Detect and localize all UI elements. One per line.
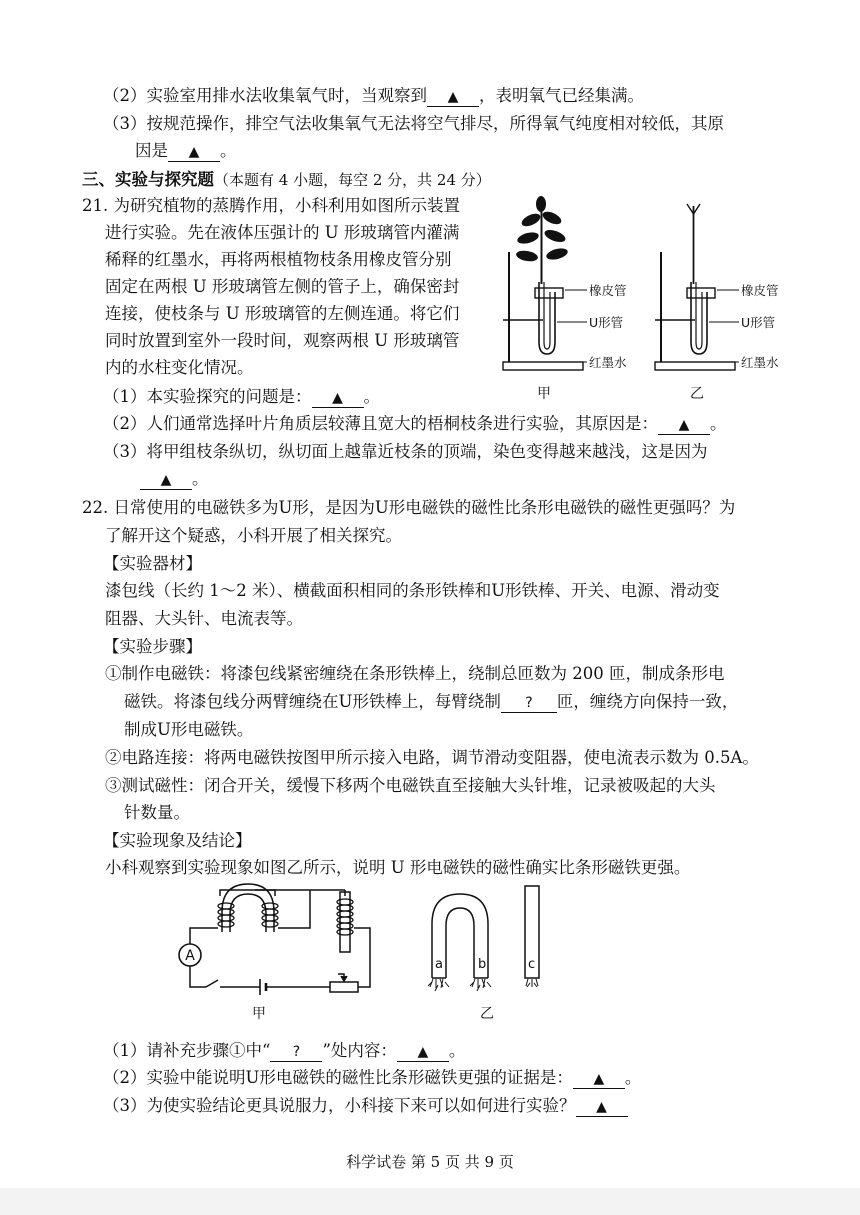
- q21-sub1: （1）本实验探究的问题是： ▲ 。: [103, 387, 380, 408]
- step2: ②电路连接：将两电磁铁按图甲所示接入电路，调节滑动变阻器，使电流表示数为 0.5A。: [105, 748, 759, 767]
- scan-bottom-edge: [0, 1188, 860, 1215]
- answer-blank: ▲: [658, 416, 710, 435]
- apparatus-yi: [655, 204, 735, 370]
- label-rubber-tube: 橡皮管: [741, 283, 779, 298]
- label-c: c: [528, 957, 536, 972]
- result-text: 小科观察到实验现象如图乙所示，说明 U 形电磁铁的磁性确实比条形磁铁更强。: [105, 858, 691, 877]
- q21-line: 固定在两根 U 形玻璃管左侧的管子上，确保密封: [105, 277, 460, 296]
- q22-sub1: （1）请补充步骤①中“ ? ”处内容： ▲ 。: [103, 1041, 465, 1062]
- q21-line: 21. 为研究植物的蒸腾作用，小科利用如图所示装置: [82, 196, 460, 215]
- heading-result: 【实验现象及结论】: [103, 831, 252, 850]
- pins-icon: [428, 979, 538, 991]
- label-u-tube: U形管: [741, 315, 776, 330]
- answer-blank: ▲: [573, 1070, 625, 1089]
- q21-sub3-cont: ▲ 。: [140, 469, 209, 490]
- caption-jia: 甲: [537, 386, 551, 402]
- answer-blank: ▲: [168, 143, 220, 162]
- caption-yi: 乙: [690, 386, 704, 402]
- materials-text-cont: 阻器、大头针、电流表等。: [105, 609, 303, 628]
- label-red-ink: 红墨水: [589, 355, 627, 370]
- answer-blank: ▲: [576, 1098, 628, 1117]
- ammeter-icon: [179, 944, 201, 966]
- q21-sub3: （3）将甲组枝条纵切，纵切面上越靠近枝条的顶端，染色变得越来越浅，这是因为: [103, 442, 708, 461]
- circuit-jia: [190, 884, 370, 995]
- materials-text: 漆包线（长约 1～2 米）、横截面积相同的条形铁棒和U形铁棒、开关、电源、滑动变: [105, 581, 720, 600]
- q22-sub3: （3）为使实验结论更具说服力，小科接下来可以如何进行实验？ ▲: [103, 1096, 628, 1117]
- q21-figure: [495, 192, 795, 407]
- step3-cont: 针数量。: [124, 803, 190, 822]
- section-heading: 三、实验与探究题（本题有 4 小题，每空 2 分，共 24 分）: [82, 170, 491, 189]
- answer-blank: ▲: [427, 88, 479, 107]
- label-b: b: [478, 957, 487, 972]
- q20-part3-line1: （3）按规范操作，排空气法收集氧气无法将空气排尽，所得氧气纯度相对较低，其原: [103, 114, 724, 133]
- caption-yi: 乙: [480, 1006, 494, 1022]
- q20-part3-line2: 因是 ▲ 。: [135, 141, 237, 162]
- label-u-tube: U形管: [589, 315, 624, 330]
- label-red-ink: 红墨水: [741, 355, 779, 370]
- step1-cont2: 制成U形电磁铁。: [124, 720, 254, 739]
- label-rubber-tube: 橡皮管: [589, 283, 627, 298]
- q21-line: 稀释的红墨水，再将两根植物枝条用橡皮管分别: [105, 250, 452, 269]
- answer-blank: ▲: [312, 389, 364, 408]
- label-a: a: [435, 957, 443, 972]
- q21-line: 同时放置到室外一段时间，观察两根 U 形玻璃管: [105, 331, 460, 350]
- caption-jia: 甲: [252, 1006, 266, 1022]
- apparatus-jia: [503, 212, 583, 370]
- question-blank: ?: [270, 1043, 322, 1062]
- q20-part2: （2）实验室用排水法收集氧气时，当观察到 ▲ ，表明氧气已经集满。: [103, 86, 644, 107]
- q22-intro-cont: 了解开这个疑惑，小科开展了相关探究。: [105, 526, 402, 545]
- heading-materials: 【实验器材】: [103, 554, 202, 573]
- step1: ①制作电磁铁：将漆包线紧密缠绕在条形铁棒上，绕制总匝数为 200 匝，制成条形电: [105, 664, 725, 683]
- q21-line: 进行实验。先在液体压强计的 U 形玻璃管内灌满: [105, 223, 460, 242]
- answer-blank: ▲: [140, 471, 192, 490]
- step3: ③测试磁性：闭合开关，缓慢下移两个电磁铁直至接触大头针堆，记录被吸起的大头: [105, 776, 716, 795]
- q21-line: 内的水柱变化情况。: [105, 358, 254, 377]
- page-footer: 科学试卷 第 5 页 共 9 页: [346, 1153, 514, 1171]
- q21-line: 连接，使枝条与 U 形玻璃管的左侧连通。将它们: [105, 304, 460, 323]
- q22-intro: 22. 日常使用的电磁铁多为U形，是因为U形电磁铁的磁性比条形电磁铁的磁性更强吗？为: [82, 498, 736, 517]
- question-blank: ?: [501, 694, 557, 713]
- heading-steps: 【实验步骤】: [103, 637, 202, 656]
- svg-text:A: A: [185, 948, 195, 964]
- q22-figure: [170, 882, 570, 1024]
- answer-blank: ▲: [397, 1043, 449, 1062]
- step1-cont: 磁铁。将漆包线分两臂缠绕在U形铁棒上，每臂绕制 ? 匝，缠绕方向保持一致，: [124, 692, 738, 713]
- q21-sub2: （2）人们通常选择叶片角质层较薄且宽大的梧桐枝条进行实验，其原因是： ▲ 。: [103, 414, 727, 435]
- q22-sub2: （2）实验中能说明U形电磁铁的磁性比条形磁铁更强的证据是： ▲ 。: [103, 1068, 641, 1089]
